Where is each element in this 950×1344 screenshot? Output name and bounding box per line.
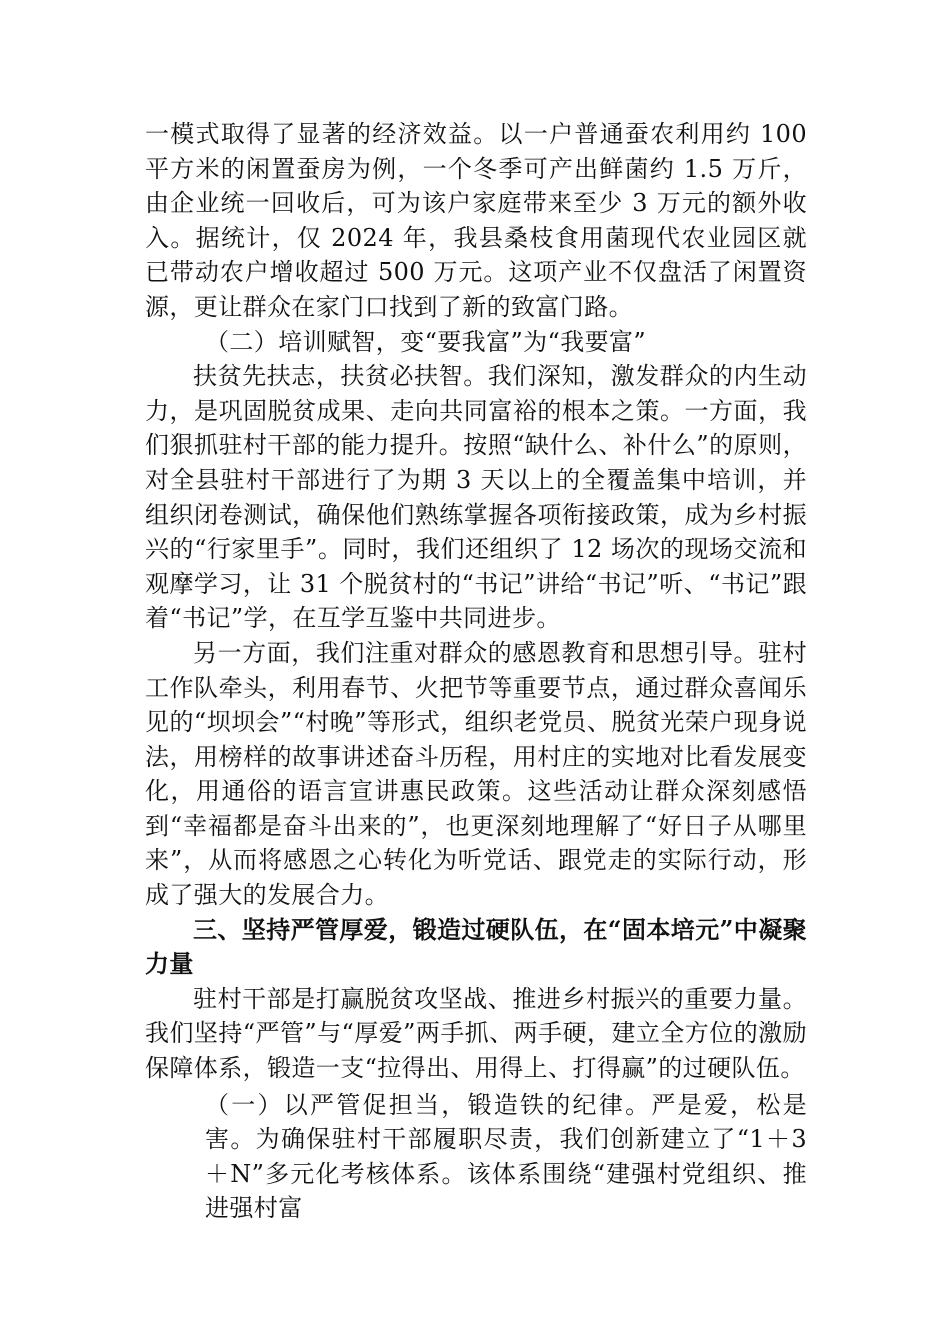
subheading-training: （二）培训赋智，变“要我富”为“我要富” [205,327,647,356]
paragraph-cadre-force: 驻村干部是打赢脱贫攻坚战、推进乡村振兴的重要力量。我们坚持“严管”与“厚爱”两手抓、两手硬，建立全方位的激励保障体系，锻造一支“拉得出、用得上、打得赢”的过硬队伍。 [145,984,807,1083]
paragraph-gratitude-education: 另一方面，我们注重对群众的感恩教育和思想引导。驻村工作队牵头，利用春节、火把节等重要节点，通过群众喜闻乐见的“坝坝会”“村晚”等形式，组织老党员、脱贫光荣户现身说法，用榜样的故事讲述奋斗历程，用村庄的实地对比看发展变化，用通俗的语言宣讲惠民政策。这些活动让群众深刻感悟到“幸福都是奋斗出来的”，也更深刻地理解了“好日子从哪里来”，从而将感恩之心转化为听党话、跟党走的实际行动，形成了强大的发展合力。 [145,638,807,910]
paragraph-strict-management: （一）以严管促担当，锻造铁的纪律。严是爱，松是害。为确保驻村干部履职尽责，我们创新建立了“1＋3＋N”多元化考核体系。该体系围绕“建强村党组织、推进强村富 [205,1090,807,1223]
paragraph-economic-benefit: 一模式取得了显著的经济效益。以一户普通蚕农利用约 100 平方米的闲置蚕房为例，一个冬季可产出鲜菌约 1.5 万斤，由企业统一回收后，可为该户家庭带来至少 3 万元的额外收入。据统计，仅 2024 年，我县桑枝食用菌现代农业园区就已带动农户增收超过 500 万元。这项产业不仅盘活了闲置资源，更让群众在家门口找到了新的致富门路。 [145,120,807,321]
section-heading-three: 三、坚持严管厚爱，锻造过硬队伍，在“固本培元”中凝聚力量 [145,914,808,979]
document-page [145,117,807,1226]
paragraph-training-cadres: 扶贫先扶志，扶贫必扶智。我们深知，激发群众的内生动力，是巩固脱贫成果、走向共同富裕的根本之策。一方面，我们狠抓驻村干部的能力提升。按照“缺什么、补什么”的原则，对全县驻村干部进行了为期 3 天以上的全覆盖集中培训，并组织闭卷测试，确保他们熟练掌握各项衔接政策，成为乡村振兴的“行家里手”。同时，我们还组织了 12 场次的现场交流和观摩学习，让 31 个脱贫村的“书记”讲给“书记”听、“书记”跟着“书记”学，在互学互鉴中共同进步。 [145,362,807,633]
